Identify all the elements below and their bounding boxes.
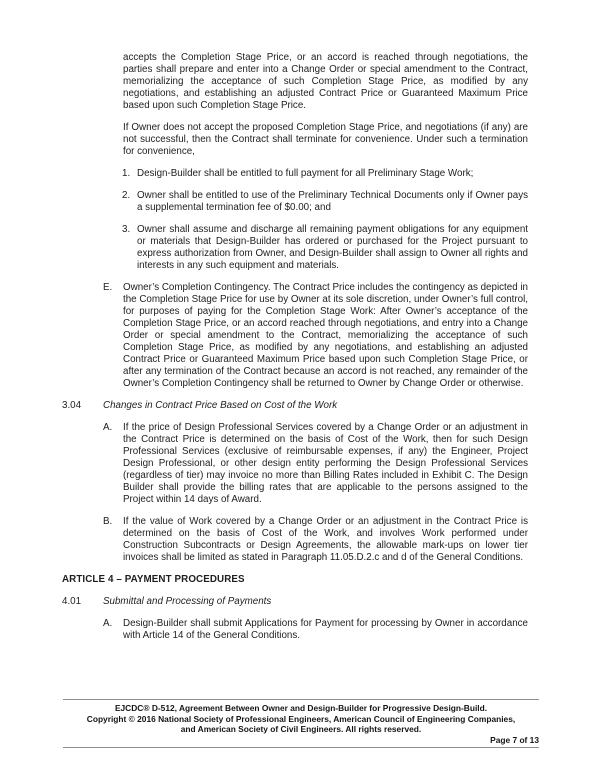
section-title: Changes in Contract Price Based on Cost of the Work	[103, 400, 338, 411]
numbered-list-item	[122, 224, 528, 272]
list-marker: 3.	[122, 224, 131, 235]
list-marker: B.	[103, 516, 113, 527]
document-body	[62, 52, 528, 652]
list-marker: 2.	[122, 190, 131, 201]
list-item-text: Design-Builder shall submit Applications for Payment for processing by Owner in accordance with Article 14 of the General Conditions.	[123, 618, 528, 641]
list-item-text: If the price of Design Professional Services covered by a Change Order or an adjustment in the Contract Price is determined on the basis of Cost of the Work, then for such Design Professional Services (exclusive of reimbursable expenses, if any) the Engineer, Project Design Professional, or other design entity performing the Design Professional Services (regardless of tier) may invoice no more than Billing Rates included in Exhibit C. The Design Builder shall provide the billing rates that are applicable to the persons assigned to the Project within 14 days of Award.	[123, 422, 528, 505]
list-marker: E.	[103, 282, 113, 293]
numbered-list-item	[122, 190, 528, 214]
list-marker: A.	[103, 422, 113, 433]
page-number: Page 7 of 13	[490, 734, 539, 745]
page-footer	[63, 699, 539, 748]
list-item-text: Owner shall assume and discharge all remaining payment obligations for any equipment or materials that Design-Builder has ordered or purchased for the Project pursuant to express authorization from Owner, and Design-Builder shall assign to Owner all rights and interests in any such equipment and materials.	[137, 224, 528, 271]
lettered-item-a	[103, 422, 528, 506]
list-item-text: If the value of Work covered by a Change Order or an adjustment in the Contract Price is determined on the basis of Cost of the Work, and involves Work performed under Construction Subcontracts or Design Agreements, the allowable mark-ups on lower tier invoices shall be limited as stated in Paragraph 11.05.D.2.c and d of the General Conditions.	[123, 516, 528, 563]
lettered-item-a	[103, 618, 528, 642]
list-item-text: Owner’s Completion Contingency. The Contract Price includes the contingency as depicted in the Completion Stage Price for use by Owner at its sole discretion, under Owner’s full control, for purposes of paying for the Completion Stage Work: After Owner’s acceptance of the Completion Stage Price, or an accord reached through negotiations, and entry into a Change Order or special amendment to the Contract, memorializing the acceptance of such Completion Stage Price, as modified by any negotiations, and establishing an adjusted Contract Price or Guaranteed Maximum Price based upon such Completion Stage Price, or after any termination of the Contract because an accord is not reached, any remainder of the Owner’s Completion Contingency shall be returned to Owner by Change Order or otherwise.	[123, 282, 528, 389]
list-marker: 1.	[122, 168, 131, 179]
footer-line-2: Copyright © 2016 National Society of Professional Engineers, American Council of Engineering Companies,	[86, 713, 516, 724]
section-heading-4-01	[62, 596, 528, 608]
section-number: 4.01	[62, 596, 82, 607]
paragraph-termination: If Owner does not accept the proposed Completion Stage Price, and negotiations (if any) are not successful, then the Contract shall terminate for convenience. Under such a termination for convenience,	[123, 122, 528, 157]
lettered-item-b	[103, 516, 528, 564]
list-item-text: Design-Builder shall be entitled to full payment for all Preliminary Stage Work;	[137, 168, 474, 179]
section-heading-3-04	[62, 400, 528, 412]
list-item-text: Owner shall be entitled to use of the Preliminary Technical Documents only if Owner pays a supplemental termination fee of $0.00; and	[137, 190, 528, 213]
article-heading: ARTICLE 4 – PAYMENT PROCEDURES	[62, 574, 245, 585]
footer-line-3: and American Society of Civil Engineers. All rights reserved.	[180, 724, 422, 735]
paragraph-continuation: accepts the Completion Stage Price, or an accord is reached through negotiations, the parties shall prepare and enter into a Change Order or special amendment to the Contract, memorializing the acceptance of such Completion Stage Price, as modified by any negotiations, and establishing an adjusted Contract Price or Guaranteed Maximum Price based upon such Completion Stage Price.	[123, 52, 528, 111]
footer-line-1: EJCDC® D-512, Agreement Between Owner and Design-Builder for Progressive Design-Build.	[114, 703, 488, 713]
lettered-item-e	[103, 282, 528, 390]
section-number: 3.04	[62, 400, 82, 411]
list-marker: A.	[103, 618, 113, 629]
numbered-list-item	[122, 168, 528, 180]
section-title: Submittal and Processing of Payments	[103, 596, 272, 607]
